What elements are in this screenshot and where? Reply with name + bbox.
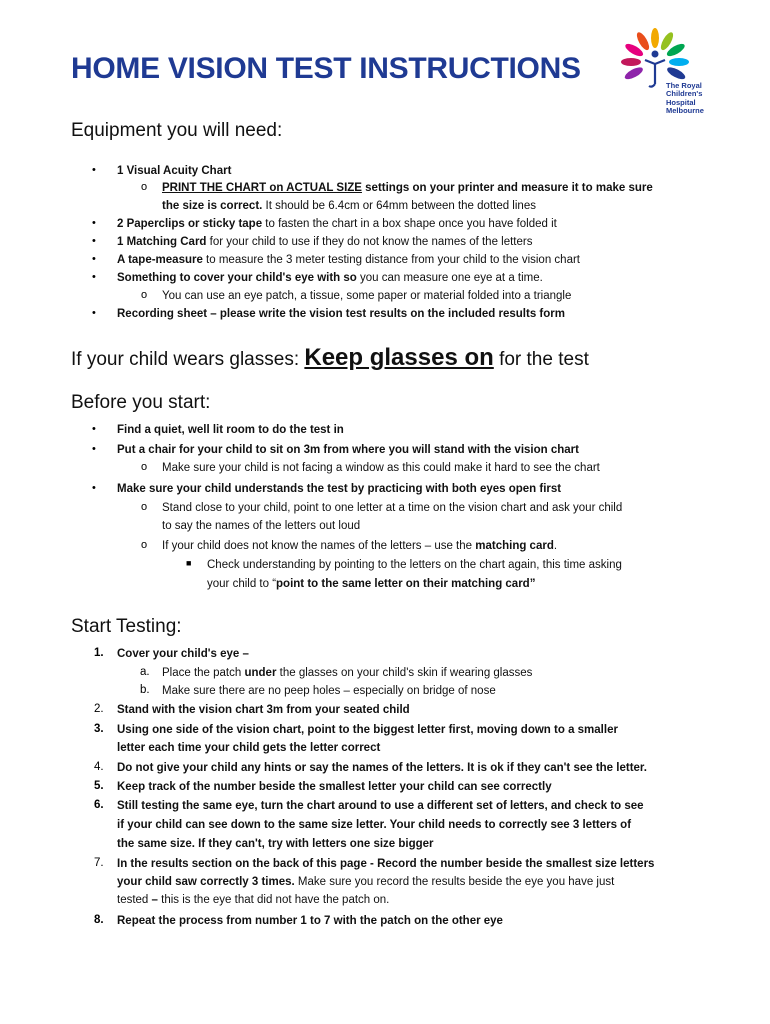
equipment-item: 2 Paperclips or sticky tape to fasten the chart in a box shape once you have folded it [117, 218, 557, 230]
testing-substep: Place the patch under the glasses on your child's skin if wearing glasses [162, 667, 533, 679]
testing-step: Repeat the process from number 1 to 7 with the patch on the other eye [117, 915, 503, 927]
step-number: 7. [94, 857, 104, 869]
equipment-heading: Equipment you will need: [71, 120, 283, 141]
step-number: 8. [94, 914, 104, 926]
step-number: 4. [94, 761, 104, 773]
testing-step: the same size. If they can't, try with letters one size bigger [117, 838, 434, 850]
logo-leaf [665, 65, 686, 81]
before-subitem: Stand close to your child, point to one letter at a time on the vision chart and ask your child [162, 502, 623, 514]
testing-step: if your child can see down to the same size letter. Your child needs to correctly see 3 letters of [117, 819, 632, 831]
equipment-subitem: PRINT THE CHART on ACTUAL SIZE settings on your printer and measure it to make sure [162, 182, 653, 194]
circle-bullet-icon: o [141, 461, 148, 473]
before-subitem: to say the names of the letters out loud [162, 520, 361, 532]
testing-step: your child saw correctly 3 times. Make sure you record the results beside the eye you have just [117, 876, 615, 888]
circle-bullet-icon: o [141, 539, 148, 551]
before-item: Make sure your child understands the test by practicing with both eyes open first [117, 483, 562, 495]
testing-step: Keep track of the number beside the smallest letter your child can see correctly [117, 781, 552, 793]
bullet-icon: • [92, 307, 96, 319]
step-number: 1. [94, 647, 104, 659]
glasses-heading: If your child wears glasses: Keep glasses on for the test [71, 344, 589, 371]
before-subsubitem: Check understanding by pointing to the letters on the chart again, this time asking [207, 559, 622, 571]
bullet-icon: • [92, 164, 96, 176]
testing-step: letter each time your child gets the letter correct [117, 742, 381, 754]
testing-step: Cover your child's eye – [117, 648, 249, 660]
equipment-item: 1 Matching Card for your child to use if they do not know the names of the letters [117, 236, 533, 248]
bullet-icon: • [92, 423, 96, 435]
keep-glasses-emphasis: Keep glasses on [304, 344, 494, 371]
bullet-icon: • [92, 217, 96, 229]
testing-step: Stand with the vision chart 3m from your seated child [117, 704, 410, 716]
bullet-icon: • [92, 443, 96, 455]
logo-leaf [623, 65, 644, 81]
testing-step: Using one side of the vision chart, point to the biggest letter first, moving down to a smaller [117, 724, 618, 736]
logo-figure [645, 60, 665, 87]
bullet-icon: • [92, 253, 96, 265]
before-subitem: If your child does not know the names of the letters – use the matching card. [162, 540, 558, 552]
circle-bullet-icon: o [141, 181, 148, 193]
bullet-icon: • [92, 482, 96, 494]
testing-heading: Start Testing: [71, 616, 182, 637]
before-item: Put a chair for your child to sit on 3m from where you will stand with the vision chart [117, 444, 579, 456]
logo-leaf [669, 58, 689, 66]
bullet-icon: • [92, 235, 96, 247]
step-number: 3. [94, 723, 104, 735]
equipment-subitem: You can use an eye patch, a tissue, some paper or material folded into a triangle [162, 290, 572, 302]
logo-text: The Royal Children's Hospital Melbourne [666, 81, 704, 116]
logo-leaf [621, 58, 641, 66]
bullet-icon: • [92, 271, 96, 283]
testing-substep: Make sure there are no peep holes – especially on bridge of nose [162, 685, 496, 697]
testing-step: Still testing the same eye, turn the chart around to use a different set of letters, and check to see [117, 800, 644, 812]
logo-leaf [651, 28, 659, 48]
equipment-item: A tape-measure to measure the 3 meter testing distance from your child to the vision chart [117, 254, 580, 266]
step-number: 5. [94, 780, 104, 792]
equipment-item: Recording sheet – please write the vision test results on the included results form [117, 308, 565, 320]
before-item: Find a quiet, well lit room to do the test in [117, 424, 344, 436]
logo-head [652, 51, 659, 58]
step-number: 2. [94, 703, 104, 715]
square-bullet-icon: ■ [186, 558, 192, 568]
equipment-item: 1 Visual Acuity Chart [117, 165, 232, 177]
circle-bullet-icon: o [141, 289, 148, 301]
testing-step: Do not give your child any hints or say the names of the letters. It is ok if they can't see the letter. [117, 762, 647, 774]
equipment-subitem: the size is correct. It should be 6.4cm or 64mm between the dotted lines [162, 200, 536, 212]
substep-letter: a. [140, 666, 150, 678]
page-title: HOME VISION TEST INSTRUCTIONS [71, 52, 581, 85]
step-number: 6. [94, 799, 104, 811]
before-subitem: Make sure your child is not facing a window as this could make it hard to see the chart [162, 462, 600, 474]
before-heading: Before you start: [71, 392, 211, 413]
testing-step: tested – this is the eye that did not have the patch on. [117, 894, 390, 906]
testing-step: In the results section on the back of this page - Record the number beside the smallest size letters [117, 858, 655, 870]
circle-bullet-icon: o [141, 501, 148, 513]
equipment-item: Something to cover your child's eye with so you can measure one eye at a time. [117, 272, 543, 284]
before-subsubitem: your child to “point to the same letter on their matching card” [207, 578, 536, 590]
substep-letter: b. [140, 684, 150, 696]
